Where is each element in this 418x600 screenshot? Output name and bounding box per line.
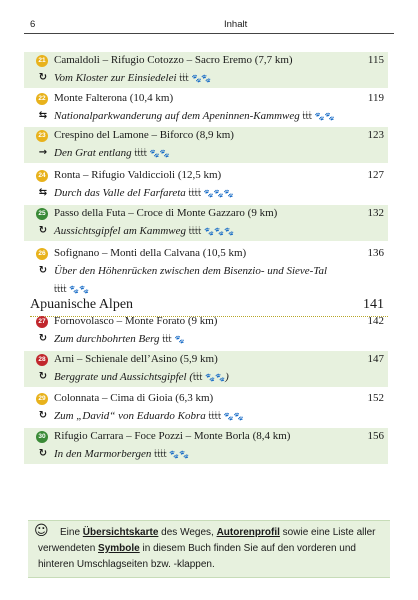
toc-entry[interactable] bbox=[24, 390, 388, 426]
page-ref[interactable]: 119 bbox=[367, 92, 384, 104]
loop-arrow-icon: ↻ bbox=[38, 371, 48, 382]
hiker-figures-icon: ṫṫṫṫ bbox=[208, 412, 222, 421]
tour-subtitle: Berggrate und Aussichtsgipfel ( bbox=[54, 371, 194, 383]
hiker-figures-icon: ṫṫṫṫ bbox=[54, 285, 67, 294]
toc-entry[interactable] bbox=[24, 205, 388, 241]
dog-paw-icon: 🐾🐾 bbox=[205, 373, 226, 382]
dog-paw-icon: 🐾🐾🐾 bbox=[204, 227, 234, 236]
toc-entry[interactable] bbox=[24, 90, 388, 126]
tour-subtitle: Den Grat entlang bbox=[54, 147, 132, 159]
tour-number-badge: 26 bbox=[36, 248, 48, 260]
section-title: Apuanische Alpen bbox=[30, 297, 134, 312]
dog-paw-icon: 🐾🐾🐾 bbox=[203, 189, 234, 198]
toc-entry[interactable] bbox=[24, 313, 388, 349]
two-way-arrow-icon: ⇆ bbox=[38, 187, 48, 198]
overview-map-term: Übersichtskarte bbox=[82, 527, 159, 538]
loop-arrow-icon: ↻ bbox=[38, 225, 48, 236]
tour-title[interactable]: Sofignano – Monti della Calvana (10,5 km) bbox=[54, 247, 247, 259]
note-text: Eine Übersichtskarte des Weges, Autorenprofil sowie eine Liste aller verwendeten Symbole in diesem Buch finden Sie auf den vorderen und hinteren Umschlagseiten bzw. -klappen. bbox=[38, 527, 376, 570]
page-ref[interactable]: 115 bbox=[367, 54, 384, 66]
page-ref[interactable]: 142 bbox=[367, 315, 384, 327]
loop-arrow-icon: ↻ bbox=[38, 410, 48, 421]
dog-paw-icon: 🐾🐾 bbox=[69, 285, 90, 294]
toc-entry[interactable] bbox=[24, 127, 388, 163]
section-page-ref[interactable]: 141 bbox=[363, 297, 384, 312]
tour-title[interactable]: Passo della Futa – Croce di Monte Gazzaro (9 km) bbox=[54, 207, 278, 219]
smiley-icon: ☺ bbox=[34, 523, 49, 539]
author-profile-term: Autorenprofil bbox=[216, 527, 280, 538]
toc-entry[interactable] bbox=[24, 245, 388, 299]
dog-paw-icon: 🐾🐾 bbox=[191, 74, 212, 83]
tour-subtitle: Über den Höhenrücken zwischen dem Bisenzio- und Sieve-Tal bbox=[54, 265, 328, 277]
dog-paw-icon: 🐾🐾 bbox=[314, 112, 335, 121]
hiker-figures-icon: ṫṫṫṫ bbox=[154, 450, 167, 459]
hiker-figures-icon: ṫṫṫṫ bbox=[188, 227, 202, 236]
page-ref[interactable]: 123 bbox=[367, 129, 384, 141]
page-ref[interactable]: 136 bbox=[367, 247, 384, 259]
tour-number-badge: 29 bbox=[36, 393, 48, 405]
hiker-figures-icon: ṫṫṫ bbox=[193, 373, 203, 382]
tour-title[interactable]: Rifugio Carrara – Foce Pozzi – Monte Borla (8,4 km) bbox=[54, 430, 291, 442]
tour-subtitle: Durch das Valle del Farfareta bbox=[54, 187, 186, 199]
tour-subtitle: Zum „David“ von Eduardo Kobra bbox=[54, 410, 206, 422]
dog-paw-icon: 🐾🐾 bbox=[169, 450, 190, 459]
hiker-figures-icon: ṫṫṫ bbox=[162, 335, 172, 344]
page-ref[interactable]: 132 bbox=[367, 207, 384, 219]
dog-paw-icon: 🐾 bbox=[174, 335, 185, 344]
tour-subtitle: Nationalparkwanderung auf dem Apeninnen-Kammweg bbox=[54, 110, 300, 122]
dog-paw-icon: 🐾🐾 bbox=[149, 149, 170, 158]
dog-paw-icon: 🐾🐾 bbox=[223, 412, 244, 421]
tour-title[interactable]: Ronta – Rifugio Valdiccioli (12,5 km) bbox=[54, 169, 222, 181]
tour-number-badge: 24 bbox=[36, 170, 48, 182]
tour-number-badge: 27 bbox=[36, 316, 48, 328]
tour-number-badge: 21 bbox=[36, 55, 48, 67]
toc-entry[interactable] bbox=[24, 167, 388, 203]
tour-subtitle: Zum durchbohrten Berg bbox=[54, 333, 160, 345]
tour-number-badge: 23 bbox=[36, 130, 48, 142]
tour-title[interactable]: Arni – Schienale dell’Asino (5,9 km) bbox=[54, 353, 218, 365]
tour-number-badge: 30 bbox=[36, 431, 48, 443]
toc-entry[interactable] bbox=[24, 52, 388, 88]
hiker-figures-icon: ṫṫṫ bbox=[179, 74, 189, 83]
hiker-figures-icon: ṫṫṫṫ bbox=[134, 149, 147, 158]
tour-subtitle: Aussichtsgipfel am Kammweg bbox=[54, 225, 186, 237]
two-way-arrow-icon: ⇆ bbox=[38, 110, 48, 121]
info-note bbox=[28, 520, 390, 578]
running-title: Inhalt bbox=[224, 19, 248, 30]
tour-title[interactable]: Crespino del Lamone – Biforco (8,9 km) bbox=[54, 129, 234, 141]
loop-arrow-icon: ↻ bbox=[38, 448, 48, 459]
page-ref[interactable]: 156 bbox=[367, 430, 384, 442]
page-header bbox=[24, 17, 394, 34]
right-arrow-icon: → bbox=[38, 147, 48, 158]
toc-entry[interactable]: 28 Arni – Schienale dell’Asino (5,9 km) 147 ↻ Berggrate und Aussichtsgipfel (ṫṫṫ 🐾🐾) bbox=[24, 351, 388, 387]
toc-entry[interactable] bbox=[24, 428, 388, 464]
tour-number-badge: 28 bbox=[36, 354, 48, 366]
page-ref[interactable]: 152 bbox=[367, 392, 384, 404]
tour-number-badge: 22 bbox=[36, 93, 48, 105]
symbols-term: Symbole bbox=[98, 543, 140, 554]
tour-title[interactable]: Monte Falterona (10,4 km) bbox=[54, 92, 174, 104]
page-number: 6 bbox=[30, 19, 36, 30]
page-ref[interactable]: 127 bbox=[367, 169, 384, 181]
hiker-figures-icon: ṫṫṫṫ bbox=[188, 189, 202, 198]
tour-title[interactable]: Colonnata – Cima di Gioia (6,3 km) bbox=[54, 392, 214, 404]
hiker-figures-icon: ṫṫṫ bbox=[302, 112, 312, 121]
tour-number-badge: 25 bbox=[36, 208, 48, 220]
tour-title[interactable]: Fornovolasco – Monte Forato (9 km) bbox=[54, 315, 218, 327]
tour-title[interactable]: Camaldoli – Rifugio Cotozzo – Sacro Eremo (7,7 km) bbox=[54, 54, 293, 66]
tour-subtitle: Vom Kloster zur Einsiedelei bbox=[54, 72, 177, 84]
tour-subtitle: In den Marmorbergen bbox=[54, 448, 152, 460]
loop-arrow-icon: ↻ bbox=[38, 265, 48, 276]
page-ref[interactable]: 147 bbox=[367, 353, 384, 365]
loop-arrow-icon: ↻ bbox=[38, 333, 48, 344]
loop-arrow-icon: ↻ bbox=[38, 72, 48, 83]
